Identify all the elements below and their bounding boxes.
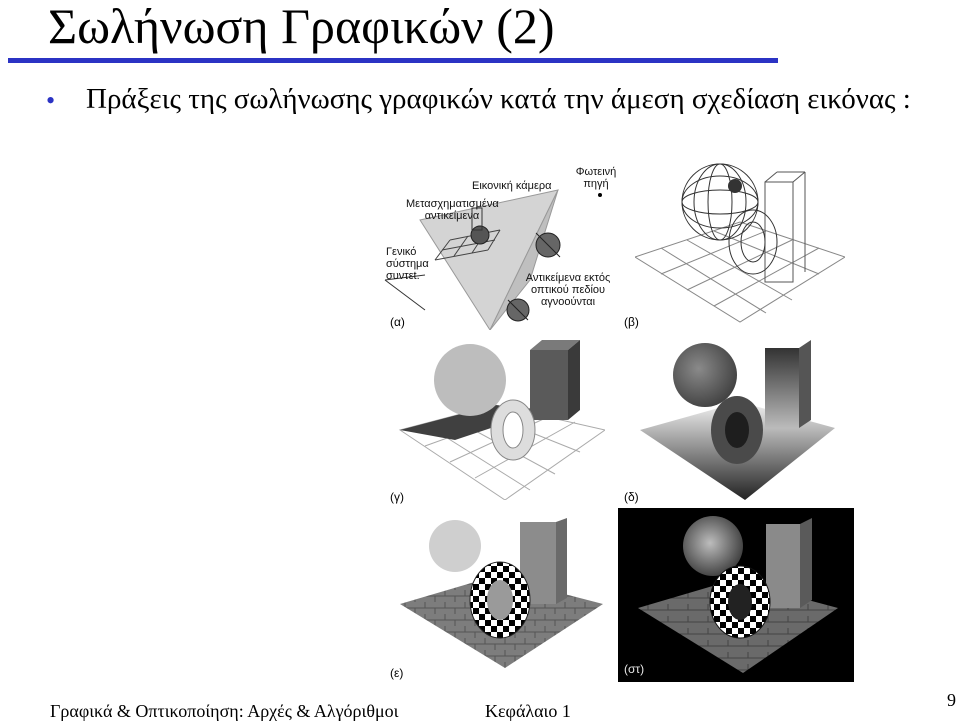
panel-e-label: (ε) xyxy=(390,666,404,680)
title-underline xyxy=(8,58,778,63)
texture-mapping-illustration xyxy=(395,518,605,668)
panel-a-label: (α) xyxy=(390,315,405,329)
panel-b xyxy=(635,162,845,324)
panel-f-label: (στ) xyxy=(624,662,645,676)
final-render-illustration xyxy=(618,508,854,682)
smooth-shading-illustration xyxy=(635,340,845,500)
panel-b-label: (β) xyxy=(624,315,639,329)
wireframe-illustration xyxy=(635,162,845,324)
pipeline-figure xyxy=(380,150,860,690)
panel-d-label: (δ) xyxy=(624,490,639,504)
bullet-text: Πράξεις της σωλήνωσης γραφικών κατά την άμεση σχεδίαση εικόνας : xyxy=(86,83,911,115)
footer-book-title: Γραφικά & Οπτικοποίηση: Αρχές & Αλγόριθμοι xyxy=(50,701,399,721)
panel-c-label: (γ) xyxy=(390,490,404,504)
panel-a xyxy=(380,160,620,330)
panel-c xyxy=(395,340,605,500)
page-number: 9 xyxy=(947,690,956,710)
annotation-world-coords: Γενικό σύστημα συντεt. xyxy=(386,246,429,282)
bullet-icon: • xyxy=(46,86,56,115)
annotation-transformed: Μετασχηματισμένα αντικείμενα xyxy=(406,198,499,222)
annotation-light: Φωτεινή πηγή xyxy=(575,166,617,190)
annotation-camera: Εικονική κάμερα xyxy=(472,180,552,192)
footer-chapter: Κεφάλαιο 1 xyxy=(485,701,571,721)
panel-d xyxy=(635,340,845,500)
flat-shading-illustration xyxy=(395,340,605,500)
annotation-culled: Αντικείμενα εκτός οπτικού πεδίου αγνοούνται xyxy=(525,272,611,308)
slide-title: Σωλήνωση Γραφικών (2) xyxy=(48,0,555,54)
panel-e xyxy=(395,518,605,668)
panel-f xyxy=(618,508,854,682)
